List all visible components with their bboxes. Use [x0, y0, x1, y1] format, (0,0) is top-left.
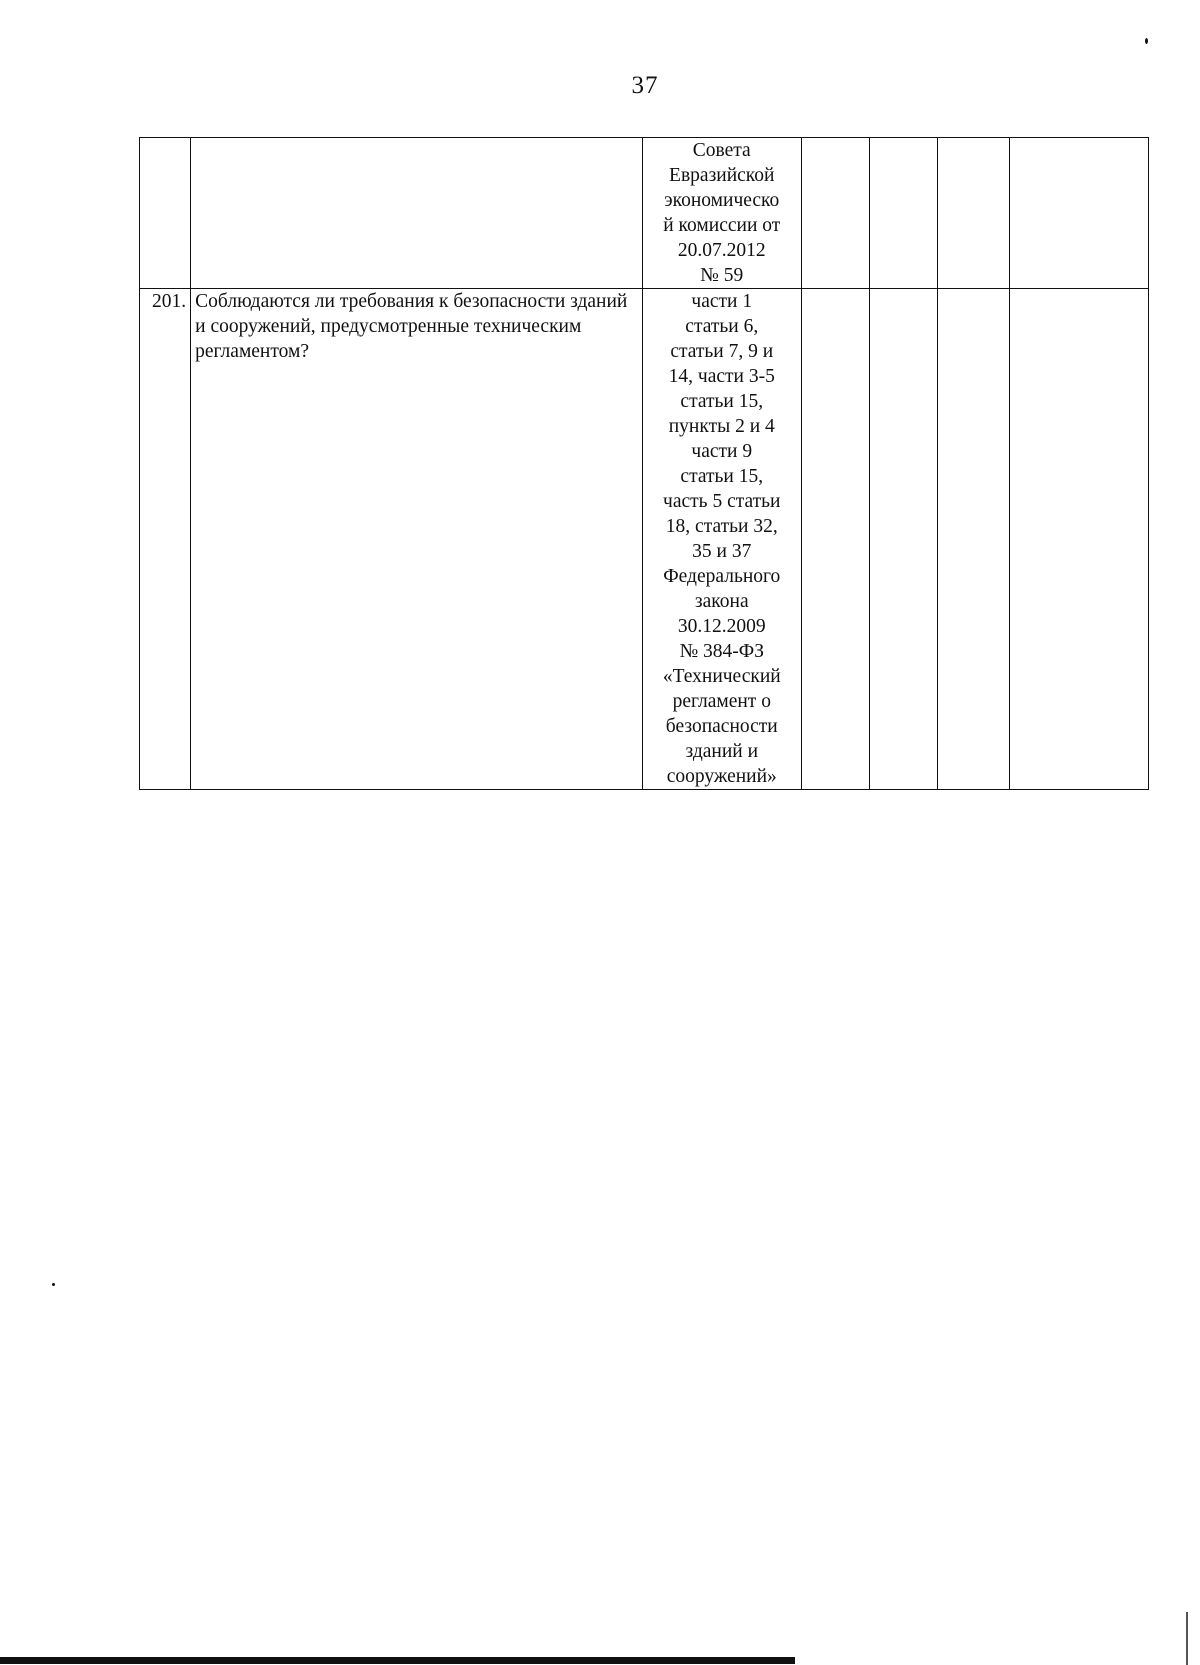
answer-yes-cell: [801, 289, 869, 790]
answer-not-applicable-cell: [938, 289, 1010, 790]
answer-not-applicable-cell: [938, 138, 1010, 289]
scan-edge-mark: [1186, 1612, 1188, 1665]
checklist-table: [139, 137, 1149, 790]
notes-cell: [1010, 138, 1149, 289]
answer-yes-cell: [801, 138, 869, 289]
scan-speck: [52, 1283, 55, 1286]
scan-edge-line: [0, 1657, 795, 1664]
notes-cell: [1010, 289, 1149, 790]
legal-reference-cell: части 1 статьи 6, статьи 7, 9 и 14, части 3-5 статьи 15, пункты 2 и 4 части 9 статьи 15, часть 5 статьи 18, статьи 32, 35 и 37 Федерального закона 30.12.2009 № 384-ФЗ «Технический регламент о безопасности зданий и сооружений»: [642, 289, 801, 790]
answer-no-cell: [869, 289, 937, 790]
table-row: [140, 138, 1149, 289]
scan-speck: [1145, 38, 1148, 44]
answer-no-cell: [869, 138, 937, 289]
row-number-cell: [140, 138, 191, 289]
table-row: [140, 289, 1149, 790]
legal-reference-cell: Совета Евразийской экономическо й комиссии от 20.07.2012 № 59: [642, 138, 801, 289]
question-cell: Соблюдаются ли требования к безопасности зданий и сооружений, предусмотренные техническим регламентом?: [191, 289, 643, 790]
row-number-cell: 201.: [140, 289, 191, 790]
question-cell: [191, 138, 643, 289]
page-number: 37: [631, 72, 659, 99]
